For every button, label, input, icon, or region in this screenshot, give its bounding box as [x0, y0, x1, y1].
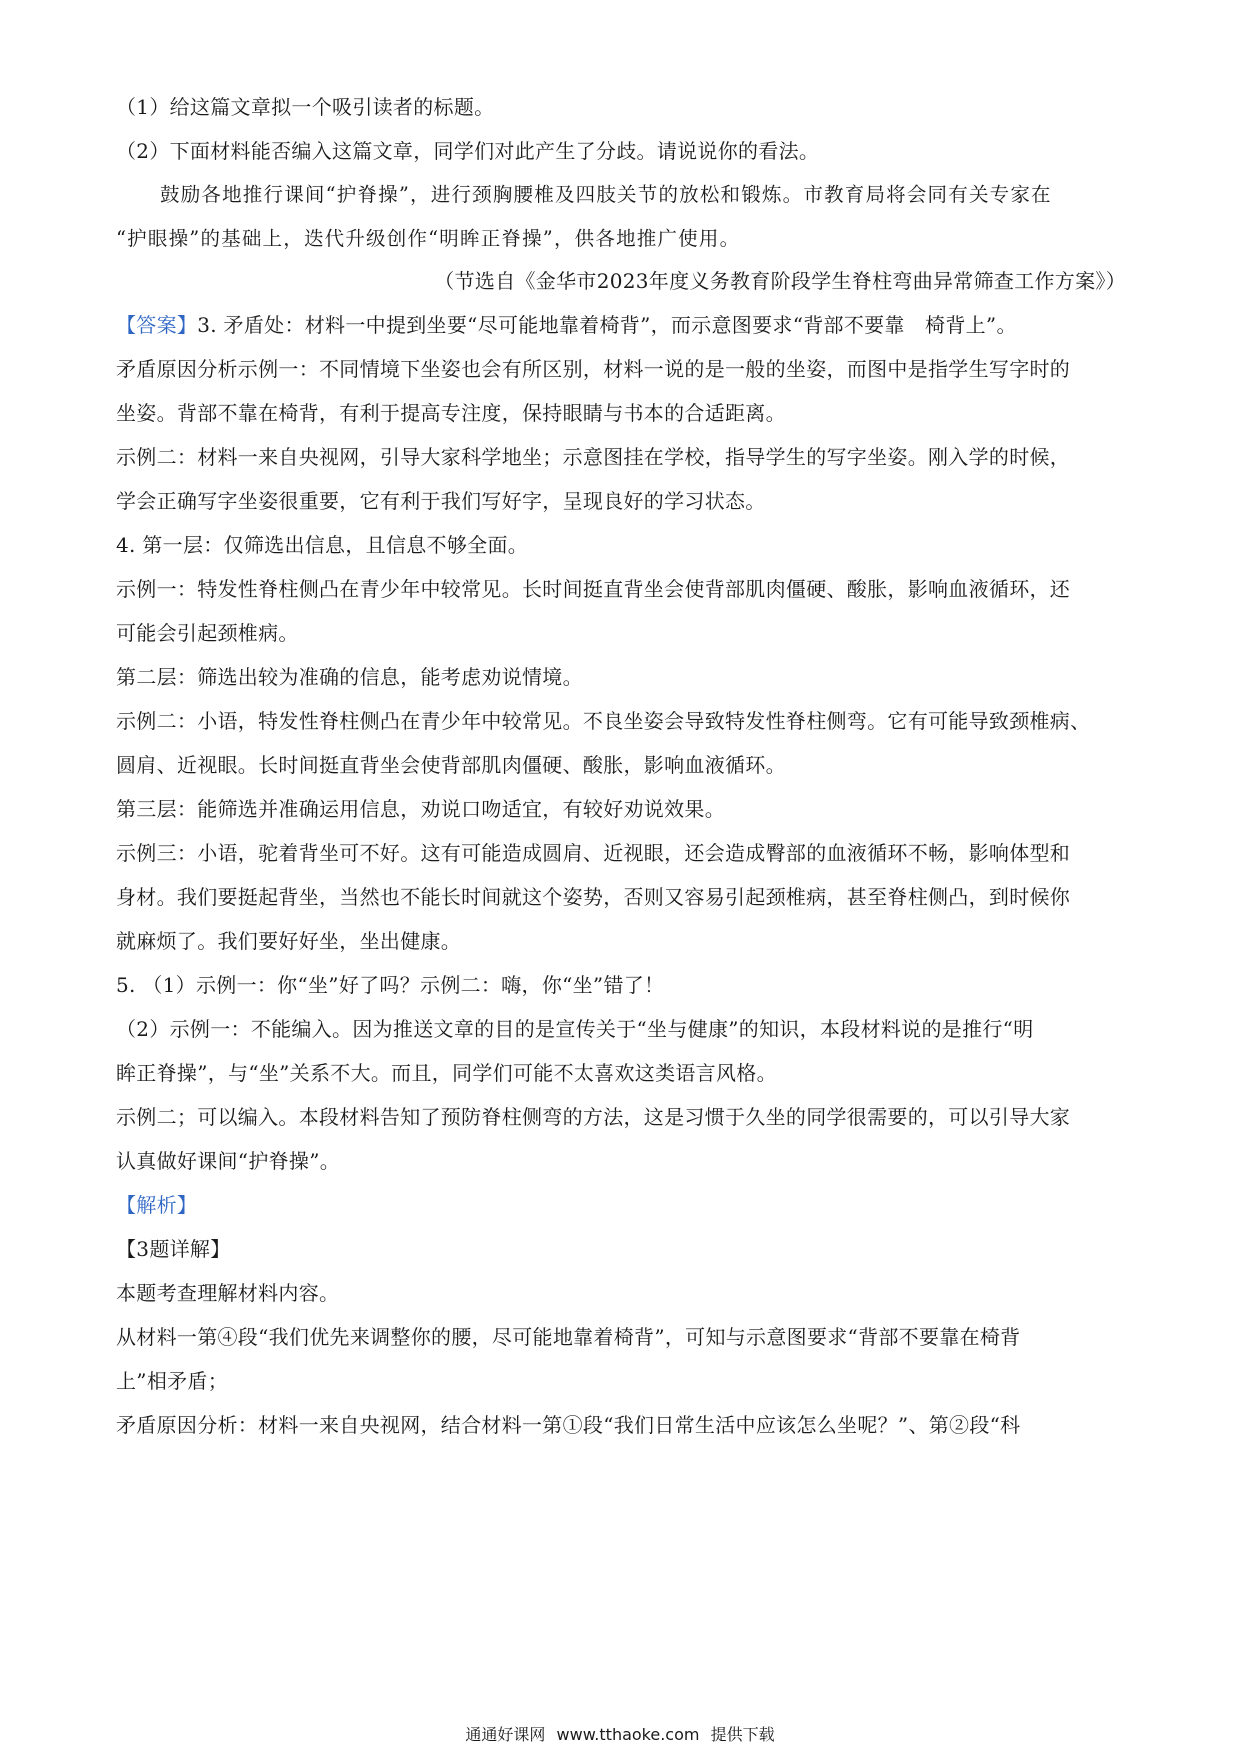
answer-line-18: 眸正脊操”，与“坐”关系不大。而且，同学们可能不太喜欢这类语言风格。: [116, 1061, 777, 1085]
page-footer: [0, 1724, 1240, 1746]
answer-line-1: [116, 310, 1126, 340]
analysis-tag: 【解析】: [116, 1193, 198, 1217]
answer-line-12: 第三层：能筛选并准确运用信息，劝说口吻适宜，有较好劝说效果。: [116, 797, 725, 821]
answer-line-13: 示例三：小语，驼着背坐可不好。这有可能造成圆肩、近视眼，还会造成臀部的血液循环不畅，影响体型和: [116, 841, 1071, 865]
answer-line-1-text: 3. 矛盾处：材料一中提到坐要“尽可能地靠着椅背”，而示意图要求“背部不要靠 椅背上”。: [197, 313, 1017, 337]
answer-line-2: 矛盾原因分析示例一：不同情境下坐姿也会有所区别，材料一说的是一般的坐姿，而图中是指学生写字时的: [116, 357, 1071, 381]
quoted-material-source: （节选自《金华市2023年度义务教育阶段学生脊柱弯曲异常筛查工作方案》）: [434, 269, 1126, 293]
footer-suffix: 提供下载: [710, 1725, 775, 1744]
quoted-material-line-2: “护眼操”的基础上，迭代升级创作“明眸正脊操”，供各地推广使用。: [116, 227, 741, 250]
answer-line-17: （2）示例一：不能编入。因为推送文章的目的是宣传关于“坐与健康”的知识，本段材料说的是推行“明: [116, 1017, 1034, 1041]
quoted-material-line-1: 鼓励各地推行课间“护脊操”，进行颈胸腰椎及四肢关节的放松和锻炼。市教育局将会同有关专家在: [160, 183, 1052, 206]
question-5-part-2: （2）下面材料能否编入这篇文章，同学们对此产生了分歧。请说说你的看法。: [116, 139, 820, 163]
answer-line-20: 认真做好课间“护脊操”。: [116, 1149, 341, 1173]
analysis-line-2: 从材料一第④段“我们优先来调整你的腰，尽可能地靠着椅背”，可知与示意图要求“背部不要靠在椅背: [116, 1325, 1021, 1349]
footer-site-name: 通通好课网: [465, 1725, 546, 1744]
answer-line-10: 示例二：小语，特发性脊柱侧凸在青少年中较常见。不良坐姿会导致特发性脊柱侧弯。它有可能导致颈椎病、: [116, 709, 1091, 733]
answer-line-6: 4. 第一层：仅筛选出信息，且信息不够全面。: [116, 533, 529, 557]
answer-line-8: 可能会引起颈椎病。: [116, 621, 299, 645]
analysis-line-3: 上”相矛盾；: [116, 1369, 229, 1393]
answer-line-9: 第二层：筛选出较为准确的信息，能考虑劝说情境。: [116, 665, 583, 689]
answer-line-19: 示例二；可以编入。本段材料告知了预防脊柱侧弯的方法，这是习惯于久坐的同学很需要的，可以引导大家: [116, 1105, 1071, 1129]
footer-url-link[interactable]: www.tthaoke.com: [556, 1725, 700, 1744]
answer-line-7: 示例一：特发性脊柱侧凸在青少年中较常见。长时间挺直背坐会使背部肌肉僵硬、酸胀，影响血液循环，还: [116, 577, 1071, 601]
analysis-line-4: 矛盾原因分析：材料一来自央视网，结合材料一第①段“我们日常生活中应该怎么坐呢？”、第②段“科: [116, 1413, 1021, 1437]
answer-line-4: 示例二：材料一来自央视网，引导大家科学地坐；示意图挂在学校，指导学生的写字坐姿。刚入学的时候，: [116, 445, 1071, 469]
answer-line-5: 学会正确写字坐姿很重要，它有利于我们写好字，呈现良好的学习状态。: [116, 489, 766, 513]
answer-line-3: 坐姿。背部不靠在椅背，有利于提高专注度，保持眼睛与书本的合适距离。: [116, 401, 786, 425]
analysis-heading: 【3题详解】: [116, 1237, 231, 1261]
answer-tag: 【答案】: [116, 313, 198, 337]
question-5-part-1: （1）给这篇文章拟一个吸引读者的标题。: [116, 95, 495, 119]
analysis-line-1: 本题考查理解材料内容。: [116, 1281, 340, 1305]
answer-line-15: 就麻烦了。我们要好好坐，坐出健康。: [116, 929, 462, 953]
answer-line-14: 身材。我们要挺起背坐，当然也不能长时间就这个姿势，否则又容易引起颈椎病，甚至脊柱侧凸，到时候你: [116, 885, 1071, 909]
answer-line-11: 圆肩、近视眼。长时间挺直背坐会使背部肌肉僵硬、酸胀，影响血液循环。: [116, 753, 786, 777]
answer-line-16: 5. （1）示例一：你“坐”好了吗？示例二：嗨，你“坐”错了！: [116, 973, 665, 997]
